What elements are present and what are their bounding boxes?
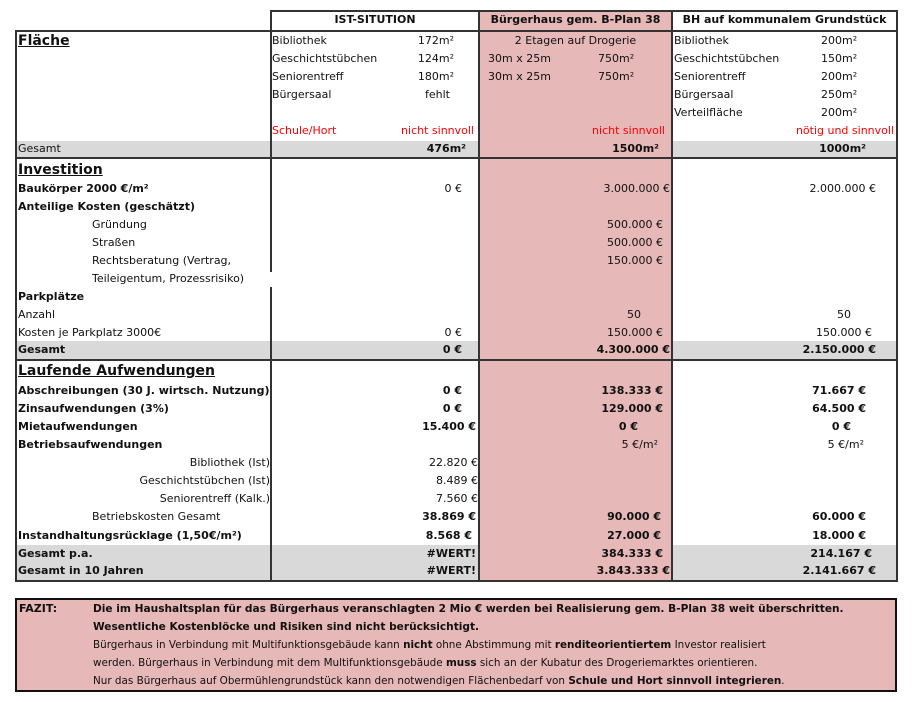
- sen-row: [18, 490, 896, 508]
- ist-flaeche-row: [272, 50, 472, 68]
- ist-value: fehlt: [425, 88, 450, 101]
- bh-flaeche-row: [674, 68, 896, 86]
- fazit-line-5b: Schule und Hort sinnvoll integrieren: [568, 675, 782, 687]
- baukoerper-bh: 2.000.000 €: [809, 182, 876, 195]
- pa-bplan: 384.333 €: [601, 547, 663, 560]
- miet-bh: 0 €: [831, 420, 851, 433]
- bplan-label: 30m x 25m: [488, 70, 551, 83]
- bh-value: 250m²: [821, 88, 858, 101]
- ist-label: Seniorentreff: [272, 70, 344, 83]
- ist-label: Geschichtstübchen: [272, 52, 378, 65]
- bk-ist: 38.869 €: [422, 510, 476, 523]
- anzahl-bh: 50: [837, 308, 851, 321]
- miet-row: [18, 418, 896, 436]
- fazit-box: [15, 598, 897, 692]
- fazit-line-3c: ohne Abstimmung mit: [432, 639, 555, 651]
- bh-flaeche-row: [674, 104, 896, 122]
- recht-bplan: 150.000 €: [607, 254, 663, 267]
- bh-label: Bibliothek: [674, 34, 729, 47]
- sen-label: Seniorentreff (Kalk.): [159, 492, 270, 505]
- j10-bplan: 3.843.333 €: [596, 564, 670, 577]
- header-bplan: Bürgerhaus gem. B-Plan 38: [490, 13, 661, 26]
- recht-row: [18, 252, 896, 270]
- bplan-label: 30m x 25m: [488, 52, 551, 65]
- j10-bh: 2.141.667 €: [802, 564, 876, 577]
- inst-row: [18, 527, 896, 545]
- parkkosten-bh: 150.000 €: [816, 326, 872, 339]
- ist-note-value: nicht sinnvoll: [401, 124, 474, 137]
- ist-value: 124m²: [417, 52, 454, 65]
- bh-value: 200m²: [821, 106, 858, 119]
- pa-ist: #WERT!: [426, 547, 476, 560]
- bk-label: Betriebskosten Gesamt: [92, 510, 221, 523]
- fazit-line-3e: Investor realisiert: [671, 639, 766, 651]
- gesch-row: [18, 472, 896, 490]
- bplan-flaeche-row: [480, 50, 671, 68]
- miet-label: Mietaufwendungen: [18, 420, 138, 433]
- gruendung-row: [18, 216, 896, 234]
- bplan-value: 750m²: [598, 52, 635, 65]
- j10-ist: #WERT!: [426, 564, 476, 577]
- bh-value: 150m²: [821, 52, 858, 65]
- invest-total-ist: 0 €: [442, 343, 462, 356]
- anzahl-label: Anzahl: [18, 308, 56, 321]
- gruendung-bplan: 500.000 €: [607, 218, 663, 231]
- abschr-row: [18, 382, 896, 400]
- bplan-flaeche-row: [480, 68, 671, 86]
- betrieb-bh: 5 €/m²: [827, 438, 864, 451]
- pa-row: [18, 545, 896, 563]
- invest-total-bplan: 4.300.000 €: [596, 343, 670, 356]
- inst-bplan: 27.000 €: [607, 529, 661, 542]
- bk-bh: 60.000 €: [812, 510, 866, 523]
- invest-total-row: [18, 341, 896, 359]
- recht-label-1: Rechtsberatung (Vertrag,: [92, 254, 232, 267]
- zins-row: [18, 400, 896, 418]
- anzahl-bplan: 50: [627, 308, 641, 321]
- bh-note: nötig und sinnvoll: [795, 124, 894, 137]
- baukoerper-bplan: 3.000.000 €: [603, 182, 670, 195]
- zins-bplan: 129.000 €: [601, 402, 663, 415]
- gesch-ist: 8.489 €: [436, 474, 478, 487]
- strassen-bplan: 500.000 €: [607, 236, 663, 249]
- bh-flaeche-row: [674, 50, 896, 68]
- section-investition-title: Investition: [18, 162, 103, 178]
- ist-flaeche-row: [272, 68, 472, 86]
- ist-note-label: Schule/Hort: [272, 124, 337, 137]
- pa-label: Gesamt p.a.: [18, 547, 93, 560]
- abschr-ist: 0 €: [442, 384, 462, 397]
- fazit-line-3a: Bürgerhaus in Verbindung mit Multifunktionsgebäude kann: [93, 639, 404, 651]
- invest-total-bh: 2.150.000 €: [802, 343, 876, 356]
- zins-label: Zinsaufwendungen (3%): [18, 402, 169, 415]
- flaeche-total-ist: 476m²: [426, 142, 466, 155]
- recht-label-2: Teileigentum, Prozessrisiko): [92, 270, 246, 288]
- ist-note-row: [272, 122, 474, 140]
- header-ist: IST-SITUTION: [334, 13, 416, 26]
- table-bottom-border: [15, 580, 898, 582]
- bplan-value: 750m²: [598, 70, 635, 83]
- baukoerper-ist: 0 €: [444, 182, 462, 195]
- fazit-line-5c: .: [781, 675, 785, 687]
- bh-label: Verteilfläche: [674, 106, 743, 119]
- parkkosten-bplan: 150.000 €: [607, 326, 663, 339]
- pa-bh: 214.167 €: [810, 547, 872, 560]
- strassen-label: Straßen: [92, 236, 136, 249]
- gruendung-label: Gründung: [92, 218, 147, 231]
- anteilige-label: Anteilige Kosten (geschätzt): [18, 200, 195, 213]
- parkkosten-ist: 0 €: [444, 326, 462, 339]
- fazit-line-4c: sich an der Kubatur des Drogeriemarktes orientieren.: [476, 657, 758, 669]
- abschr-bh: 71.667 €: [812, 384, 866, 397]
- miet-bplan: 0 €: [618, 420, 638, 433]
- betrieb-label: Betriebsaufwendungen: [18, 438, 163, 451]
- j10-label: Gesamt in 10 Jahren: [18, 564, 144, 577]
- fazit-line-2: Wesentliche Kostenblöcke und Risiken sind nicht berücksichtigt.: [93, 621, 480, 633]
- anzahl-row: [18, 306, 896, 324]
- fazit-line-5: [93, 672, 785, 690]
- bplan-flaeche-title: 2 Etagen auf Drogerie: [514, 34, 637, 47]
- fazit-line-3: [93, 636, 766, 654]
- fazit-line-4: [93, 654, 757, 672]
- bib-label: Bibliothek (Ist): [189, 456, 270, 469]
- inst-ist: 8.568 €: [425, 529, 472, 542]
- betrieb-row: [18, 436, 896, 454]
- ist-value: 172m²: [417, 34, 454, 47]
- bh-label: Geschichtstübchen: [674, 52, 780, 65]
- ist-value: 180m²: [417, 70, 454, 83]
- inst-bh: 18.000 €: [812, 529, 866, 542]
- left-border: [15, 30, 17, 582]
- park-label: Parkplätze: [18, 290, 85, 303]
- zins-bh: 64.500 €: [812, 402, 866, 415]
- flaeche-total-bh: 1000m²: [819, 142, 866, 155]
- zins-ist: 0 €: [442, 402, 462, 415]
- ist-flaeche-row: [272, 32, 472, 50]
- sen-ist: 7.560 €: [436, 492, 478, 505]
- baukoerper-label: Baukörper 2000 €/m²: [18, 182, 149, 195]
- flaeche-total-row: [18, 140, 896, 158]
- j10-row: [18, 562, 896, 580]
- betrieb-bplan: 5 €/m²: [621, 438, 658, 451]
- fazit-line-5a: Nur das Bürgerhaus auf Obermühlengrundstück kann den notwendigen Flächenbedarf von: [93, 675, 569, 687]
- fazit-line-1: Die im Haushaltsplan für das Bürgerhaus veranschlagten 2 Mio € werden bei Realisierung gem. B-Plan 38 weit überschritten.: [93, 603, 844, 615]
- fazit-label: FAZIT:: [19, 602, 58, 615]
- bib-row: [18, 454, 896, 472]
- flaeche-total-label: Gesamt: [18, 142, 61, 155]
- parkkosten-label: Kosten je Parkplatz 3000€: [18, 326, 162, 339]
- section-laufend-title: Laufende Aufwendungen: [18, 363, 216, 379]
- bh-value: 200m²: [821, 70, 858, 83]
- inst-label: Instandhaltungsrücklage (1,50€/m²): [18, 529, 242, 542]
- invest-total-label: Gesamt: [18, 343, 66, 356]
- bh-flaeche-row: [674, 32, 896, 50]
- ist-label: Bürgersaal: [272, 88, 332, 101]
- header-bh: BH auf kommunalem Grundstück: [682, 13, 887, 26]
- strassen-row: [18, 234, 896, 252]
- section-flaeche-title: Fläche: [18, 33, 70, 49]
- fazit-line-4b: muss: [445, 657, 477, 669]
- parkkosten-row: [18, 324, 896, 342]
- baukoerper-row: [18, 180, 896, 198]
- bib-ist: 22.820 €: [429, 456, 478, 469]
- fazit-line-4a: werden. Bürgerhaus in Verbindung mit dem Multifunktionsgebäude: [93, 657, 446, 669]
- right-border: [896, 10, 898, 582]
- bk-bplan: 90.000 €: [607, 510, 661, 523]
- bh-value: 200m²: [821, 34, 858, 47]
- bh-label: Bürgersaal: [674, 88, 734, 101]
- abschr-label: Abschreibungen (30 J. wirtsch. Nutzung): [18, 384, 270, 397]
- bh-flaeche-row: [674, 86, 896, 104]
- fazit-line-3b: nicht: [403, 639, 433, 651]
- miet-ist: 15.400 €: [422, 420, 476, 433]
- ist-label: Bibliothek: [272, 34, 327, 47]
- bk-row: [18, 508, 896, 526]
- flaeche-total-bplan: 1500m²: [612, 142, 659, 155]
- bplan-note: nicht sinnvoll: [592, 124, 665, 137]
- fazit-line-3d: renditeorientiertem: [554, 639, 672, 651]
- gesch-label: Geschichtstübchen (Ist): [139, 474, 270, 487]
- bh-label: Seniorentreff: [674, 70, 746, 83]
- abschr-bplan: 138.333 €: [601, 384, 663, 397]
- ist-flaeche-row: [272, 86, 472, 104]
